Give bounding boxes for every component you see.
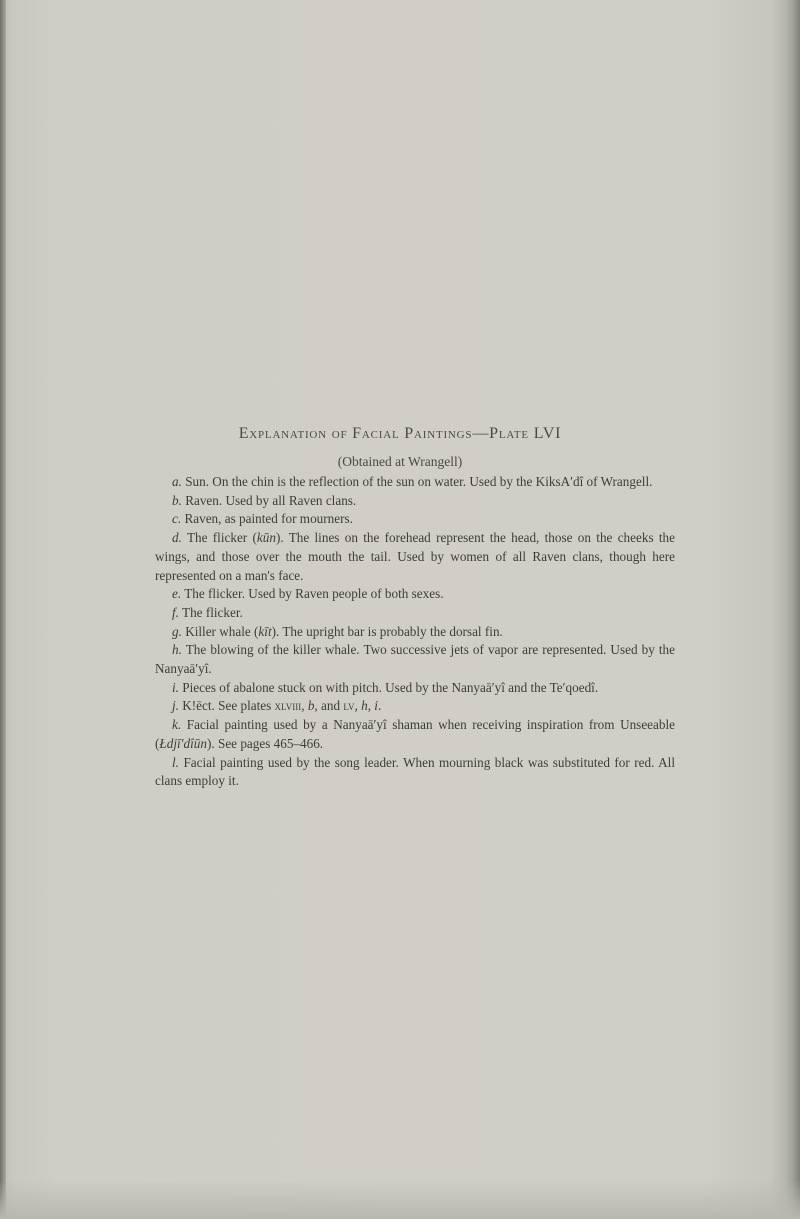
entry-c: c. Raven, as painted for mourners. [172, 511, 353, 527]
entry-h: h. The blowing of the killer whale. Two successive jets of vapor are represented. Used by the Nanyaā′yî. [155, 642, 676, 677]
page-heading: Explanation of Facial Paintings—Plate LVI [238, 425, 562, 442]
entry-k: k. Facial painting used by a Nanyaā′yî shaman when receiving inspiration from Unseeable (Łdjī′dîūn). See pages 465–466. [155, 717, 675, 751]
entry-e: e. The flicker. Used by Raven people of both sexes. [172, 586, 444, 602]
page-right-shadow [786, 0, 800, 1219]
page-bottom-shadow [0, 1179, 800, 1219]
page-left-shadow [0, 0, 6, 1219]
entry-g: g. Killer whale (kīt). The upright bar is probably the dorsal fin. [172, 623, 503, 639]
entry-a: a. Sun. On the chin is the reflection of the sun on water. Used by the KiksA′dî of Wrangell. [172, 474, 653, 489]
entries-list [155, 473, 675, 791]
entry-j: j. K!ēct. See plates xlviii, b, and lv, h, i. [172, 698, 382, 714]
page-subheading: (Obtained at Wrangell) [337, 454, 463, 469]
entry-i: i. Pieces of abalone stuck on with pitch. Used by the Nanyaā′yî and the Te′qoedî. [172, 679, 599, 695]
entry-l: l. Facial painting used by the song leader. When mourning black was substituted for red. All clans employ it. [155, 754, 675, 789]
entry-b: b. Raven. Used by all Raven clans. [172, 492, 357, 508]
entry-d: d. The flicker (kūn). The lines on the forehead represent the head, those on the cheeks the wings, and those over the mouth the tail. Used by women of all Raven clans, though here represented on a man's face. [155, 530, 675, 583]
entry-f: f. The flicker. [172, 604, 243, 620]
